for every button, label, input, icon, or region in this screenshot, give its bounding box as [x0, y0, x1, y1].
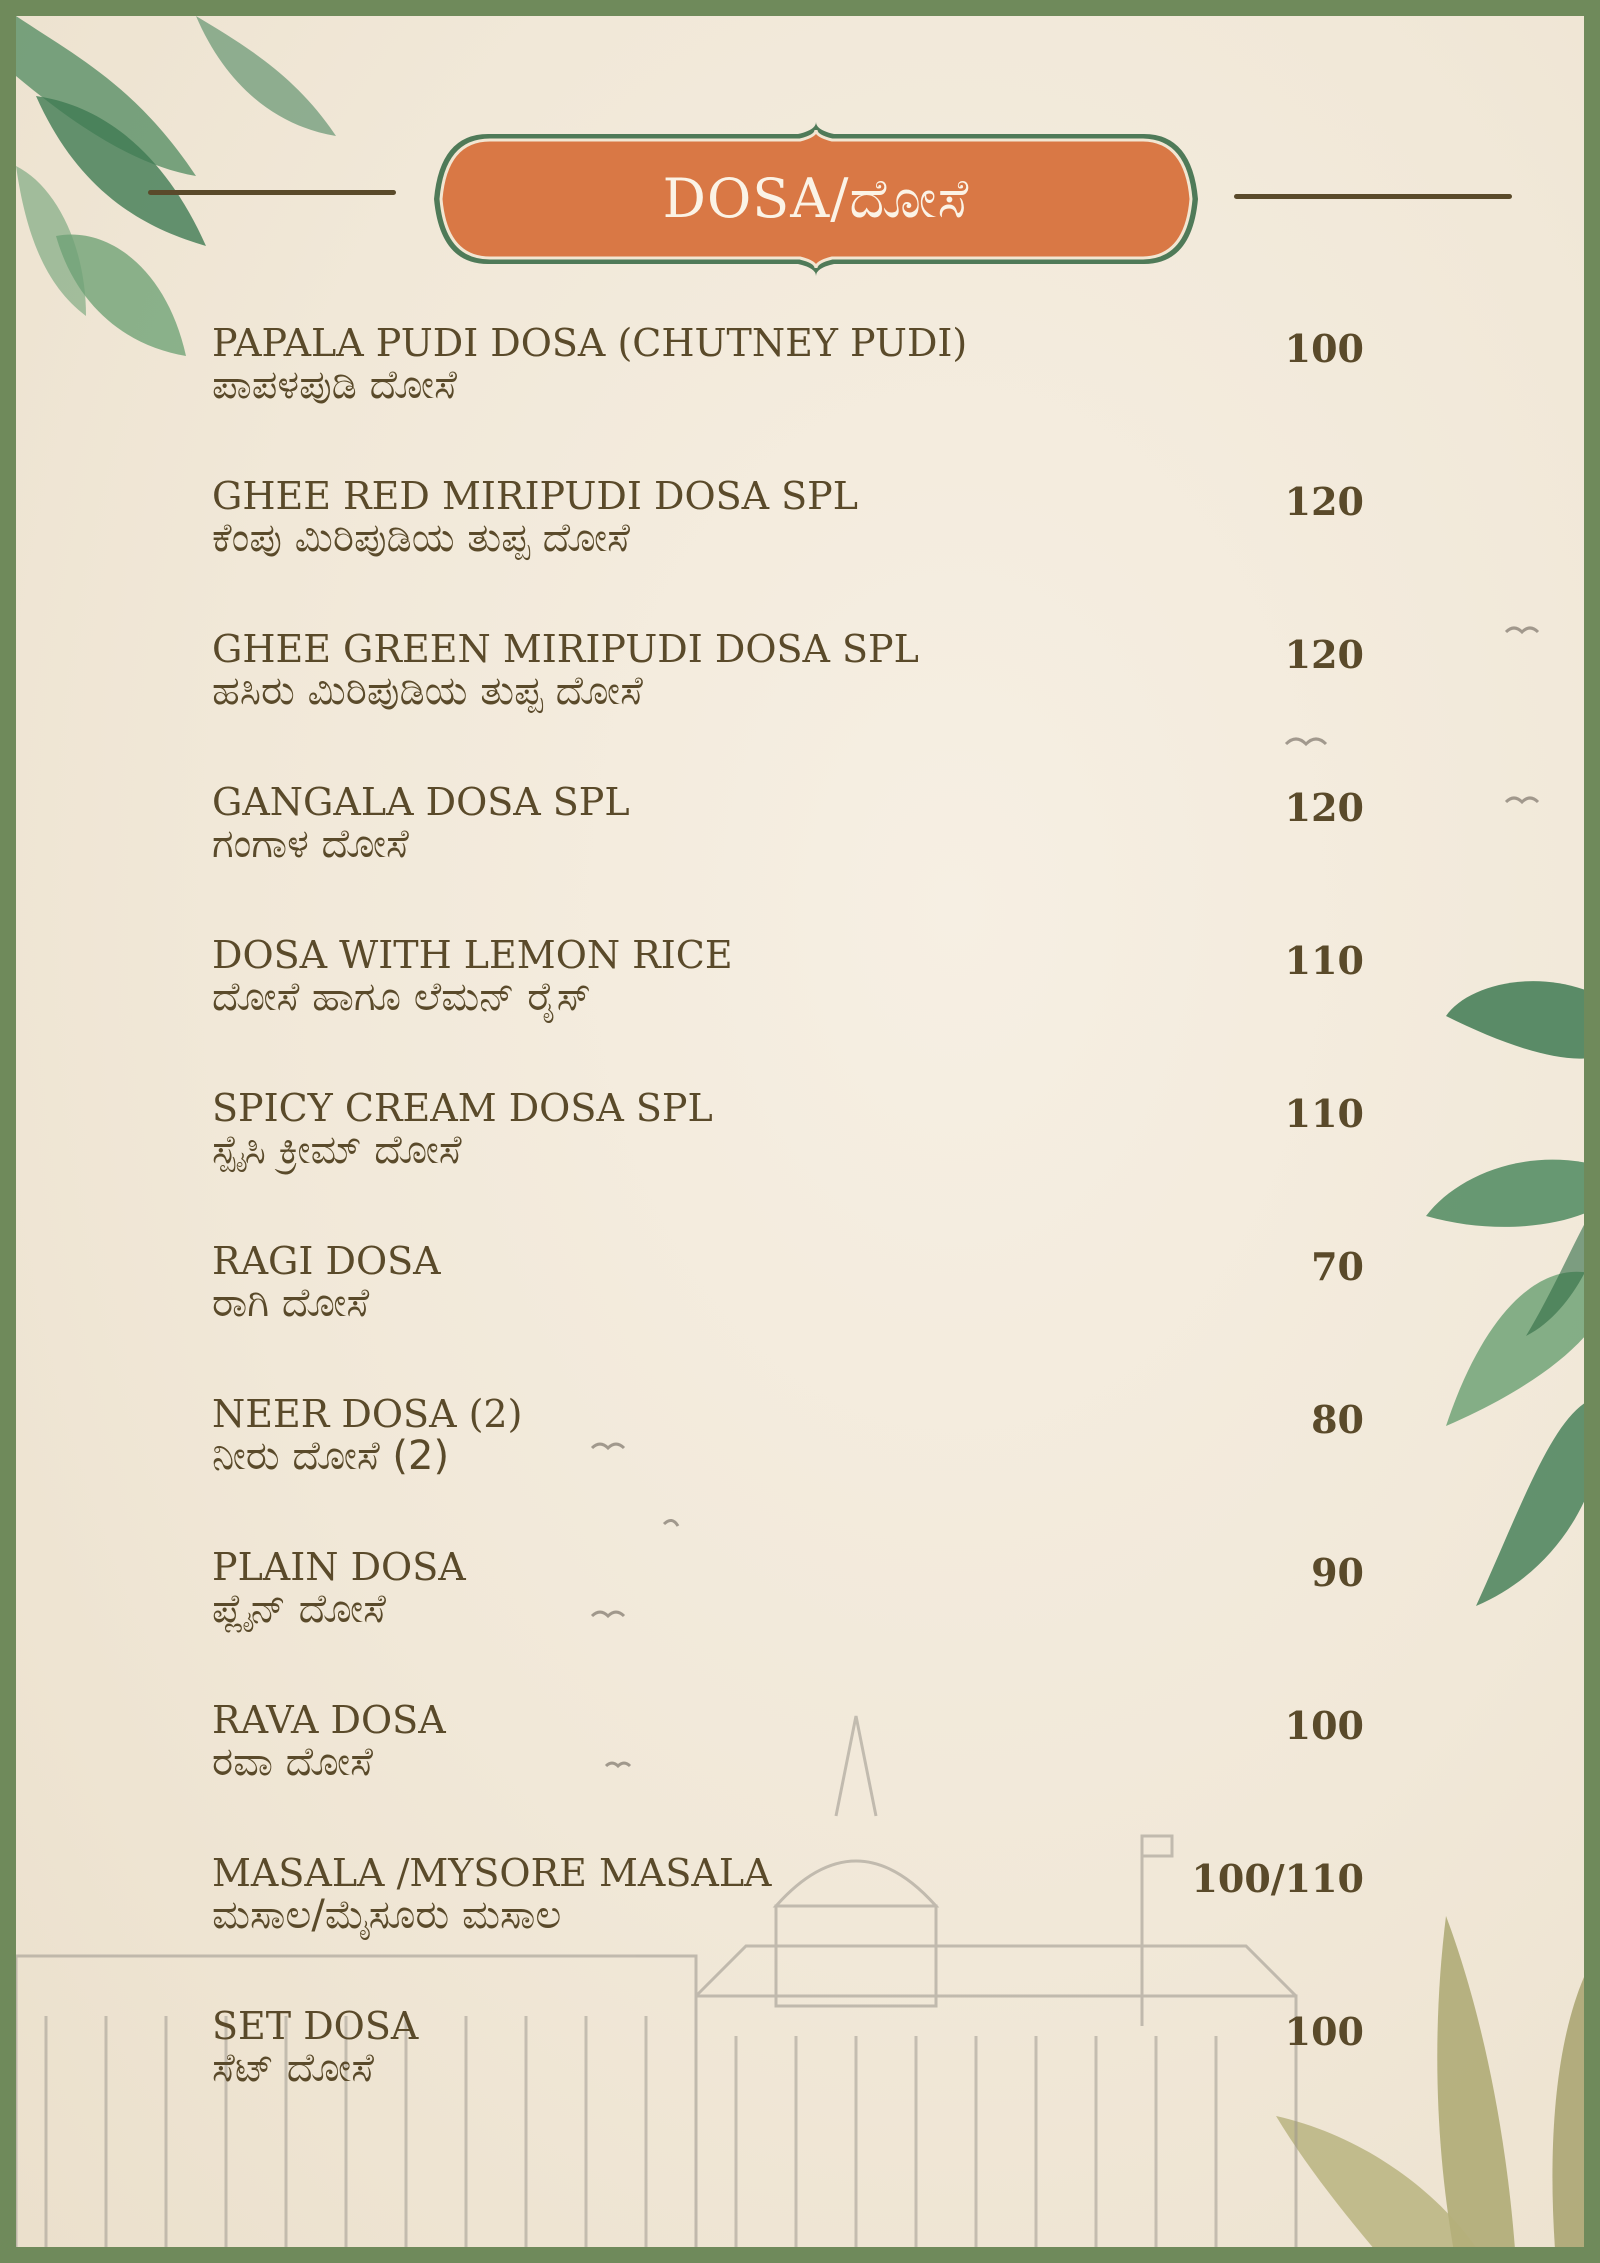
item-name-english: PLAIN DOSA [212, 1545, 466, 1589]
item-name-english: GANGALA DOSA SPL [212, 780, 630, 824]
item-name-kannada: ಸೆಟ್ ದೋಸೆ [212, 2045, 375, 2091]
item-price: 120 [1284, 785, 1364, 830]
item-price: 90 [1311, 1550, 1364, 1595]
menu-item [212, 628, 1364, 781]
item-name-kannada: ರಾಗಿ ದೋಸೆ [212, 1280, 370, 1326]
item-name-kannada: ಕೆಂಪು ಮಿರಿಪುಡಿಯ ತುಪ್ಪ ದೋಸೆ [212, 515, 630, 561]
item-name-kannada: ರವಾ ದೋಸೆ [212, 1739, 373, 1785]
section-banner [428, 120, 1204, 278]
item-name-english: RAGI DOSA [212, 1239, 441, 1283]
menu-item [212, 2005, 1364, 2158]
item-name-english: NEER DOSA (2) [212, 1392, 523, 1436]
item-price: 110 [1284, 938, 1364, 983]
item-price: 120 [1284, 632, 1364, 677]
item-price: 70 [1311, 1244, 1364, 1289]
menu-item [212, 475, 1364, 628]
item-price: 110 [1284, 1091, 1364, 1136]
menu-item [212, 1852, 1364, 2005]
item-name-kannada: ಹಸಿರು ಮಿರಿಪುಡಿಯ ತುಪ್ಪ ದೋಸೆ [212, 668, 643, 714]
item-name-kannada: ಪ್ಲೈನ್ ದೋಸೆ [212, 1586, 386, 1632]
item-name-english: SPICY CREAM DOSA SPL [212, 1086, 713, 1130]
header-rule-right [1234, 194, 1512, 199]
menu-list [212, 322, 1364, 2158]
item-name-english: SET DOSA [212, 2004, 419, 2048]
menu-item [212, 1699, 1364, 1852]
item-name-kannada: ದೋಸೆ ಹಾಗೂ ಲೆಮನ್ ರೈಸ್ [212, 974, 591, 1020]
item-price: 100/110 [1191, 1856, 1364, 1901]
item-name-kannada: ಗಂಗಾಳ ದೋಸೆ [212, 821, 409, 867]
item-price: 120 [1284, 479, 1364, 524]
item-price: 100 [1284, 1703, 1364, 1748]
menu-item [212, 934, 1364, 1087]
item-name-kannada: ನೀರು ದೋಸೆ (2) [212, 1433, 450, 1479]
menu-item [212, 1240, 1364, 1393]
leaf-right-illustration [1376, 956, 1600, 1756]
section-title: DOSA/ದೋಸೆ [662, 167, 970, 230]
item-name-english: MASALA /MYSORE MASALA [212, 1851, 772, 1895]
item-price: 100 [1284, 326, 1364, 371]
item-price: 80 [1311, 1397, 1364, 1442]
header-rule-left [148, 190, 396, 195]
menu-item [212, 322, 1364, 475]
menu-item [212, 1546, 1364, 1699]
item-name-english: DOSA WITH LEMON RICE [212, 933, 733, 977]
item-name-english: RAVA DOSA [212, 1698, 446, 1742]
item-name-kannada: ಮಸಾಲ/ಮೈಸೂರು ಮಸಾಲ [212, 1892, 562, 1938]
item-name-kannada: ಸ್ಪೈಸಿ ಕ್ರೀಮ್ ದೋಸೆ [212, 1127, 462, 1173]
item-name-kannada: ಪಾಪಳಪುಡಿ ದೋಸೆ [212, 362, 457, 408]
item-name-english: GHEE GREEN MIRIPUDI DOSA SPL [212, 627, 919, 671]
item-name-english: PAPALA PUDI DOSA (CHUTNEY PUDI) [212, 321, 968, 365]
menu-item [212, 1087, 1364, 1240]
item-price: 100 [1284, 2009, 1364, 2054]
item-name-english: GHEE RED MIRIPUDI DOSA SPL [212, 474, 858, 518]
menu-item [212, 1393, 1364, 1546]
menu-item [212, 781, 1364, 934]
